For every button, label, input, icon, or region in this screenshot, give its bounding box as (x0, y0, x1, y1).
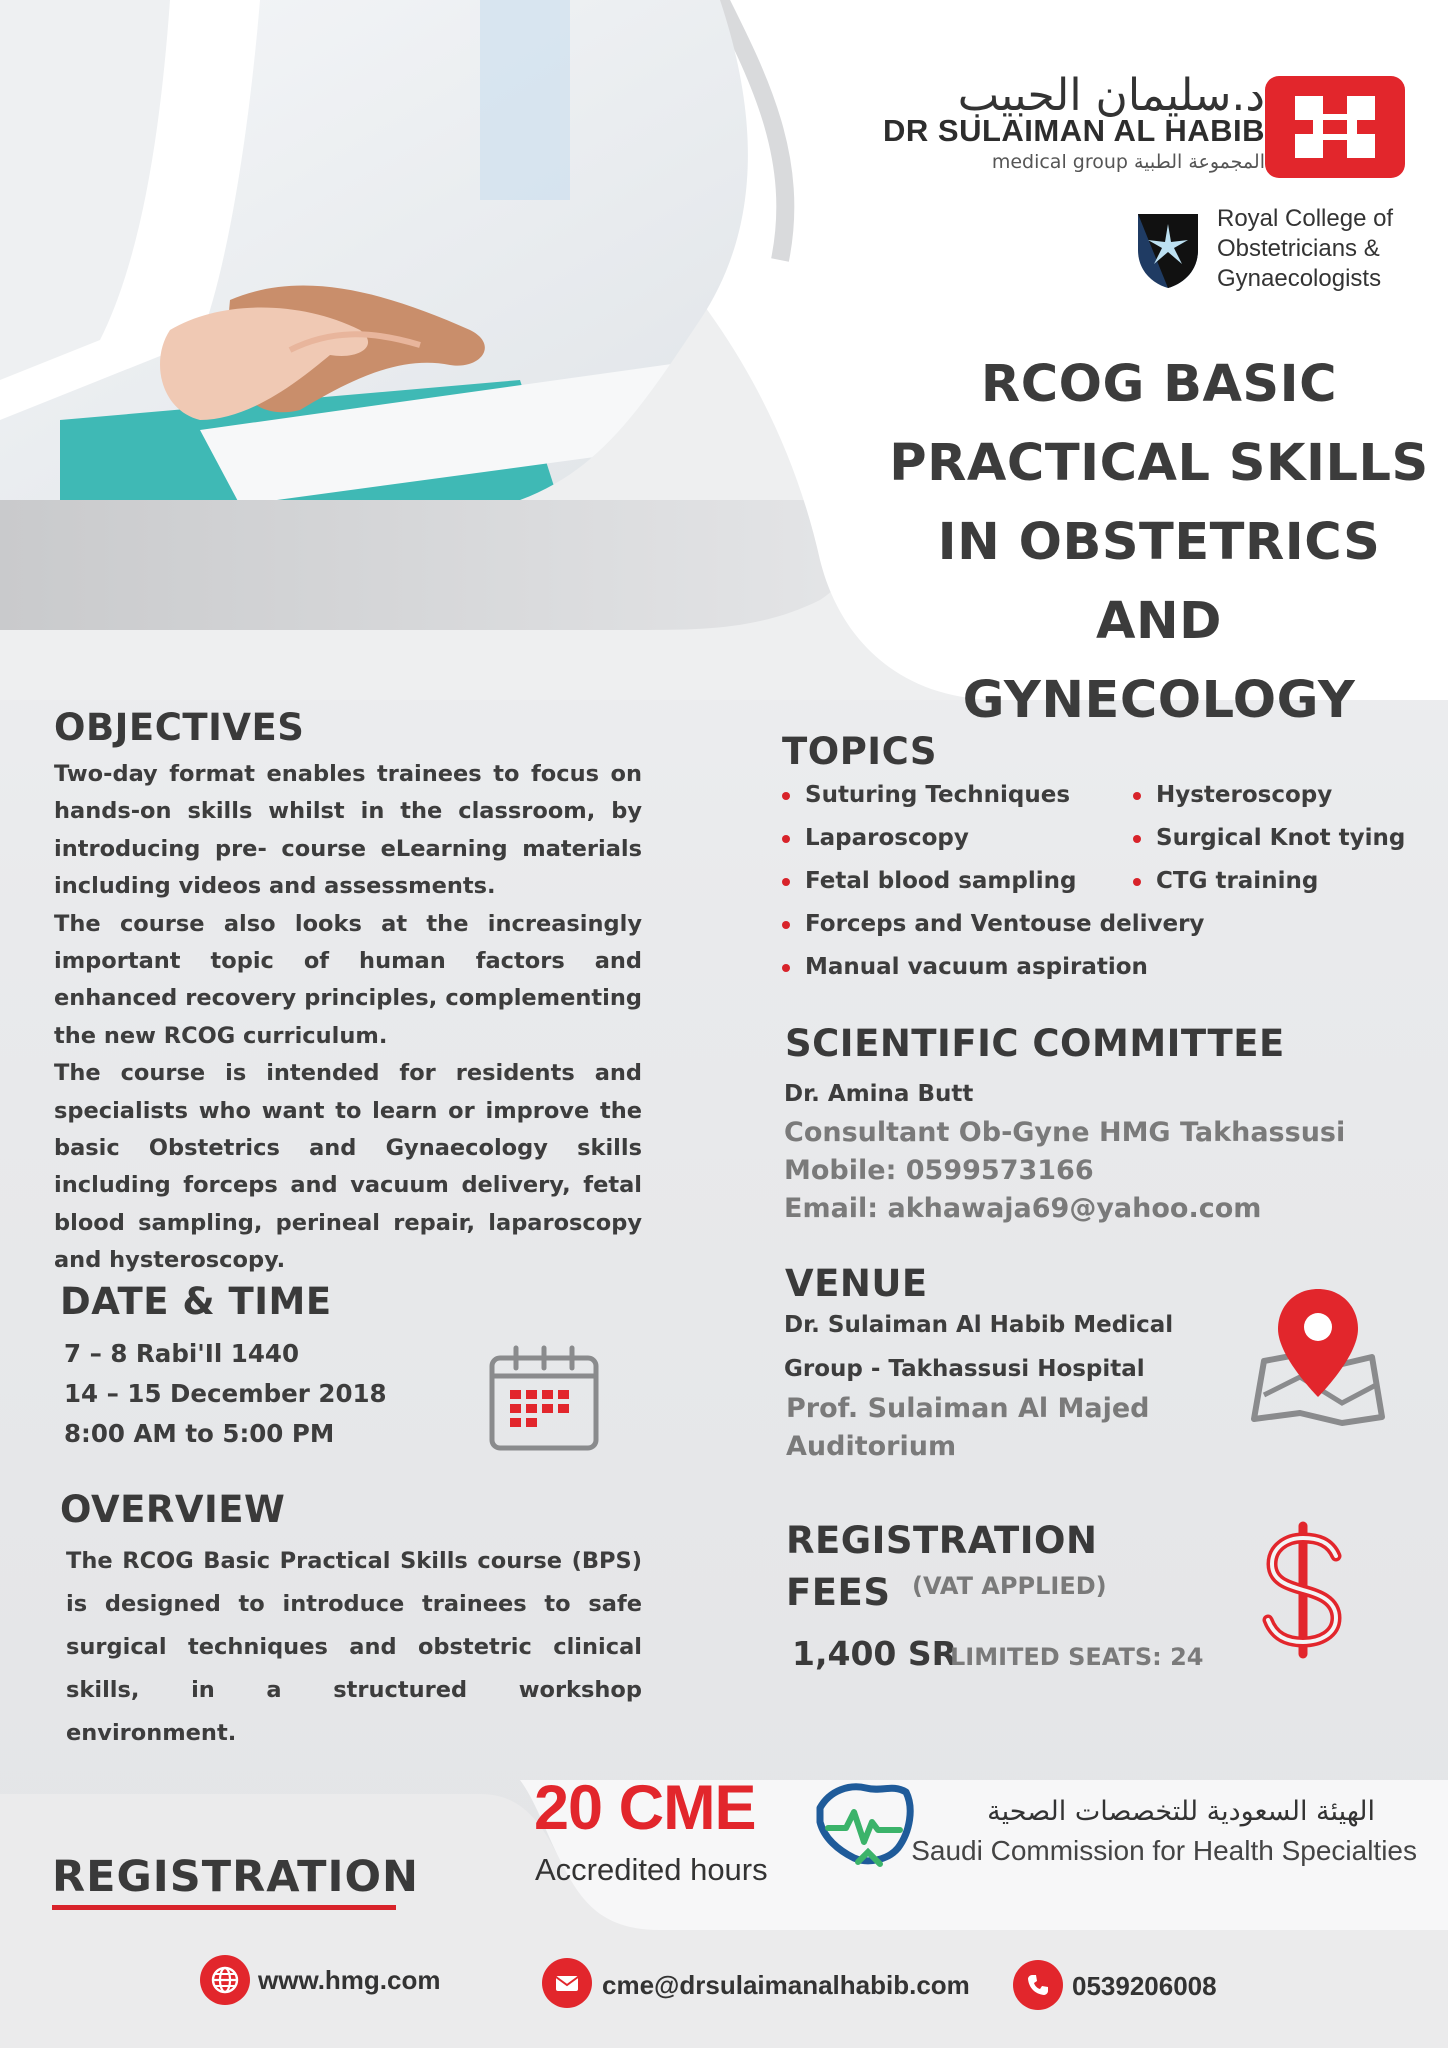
rcog-crest-icon (1134, 210, 1202, 290)
fees-price: 1,400 SR (792, 1634, 958, 1673)
objectives-paragraph: The course is intended for residents and specialists who want to learn or improve the basic Obstetrics and Gynaecology skills including forceps and vacuum delivery, fetal blood sampling, perineal repair, laparoscopy and hysteroscopy. (54, 1060, 642, 1274)
cme-hours-number: 20 CME (534, 1773, 756, 1843)
fees-heading-line: FEES (786, 1571, 891, 1614)
fees-seats: LIMITED SEATS: 24 (950, 1643, 1204, 1671)
objectives-paragraph: The course also looks at the increasingly important topic of human factors and enhanced recovery principles, complementing the new RCOG curriculum. (54, 910, 642, 1049)
fees-heading-line: REGISTRATION (786, 1519, 1098, 1562)
topic-label: Manual vacuum aspiration (805, 954, 1148, 980)
topic-item (782, 903, 1204, 946)
objectives-heading: OBJECTIVES (54, 706, 305, 749)
schs-english-name: Saudi Commission for Health Specialties (911, 1835, 1417, 1866)
committee-email: Email: akhawaja69@yahoo.com (784, 1193, 1262, 1224)
topic-label: Fetal blood sampling (805, 868, 1077, 894)
topics-list-right (1133, 774, 1405, 903)
overview-heading: OVERVIEW (60, 1488, 286, 1531)
bullet-dot-icon (782, 964, 790, 972)
objectives-text (54, 756, 642, 1280)
calendar-icon (486, 1344, 602, 1454)
topic-item (1133, 860, 1405, 903)
bullet-dot-icon (1133, 792, 1141, 800)
committee-member-name: Dr. Amina Butt (784, 1081, 974, 1107)
topic-label: Laparoscopy (805, 825, 969, 851)
bullet-dot-icon (782, 835, 790, 843)
topic-label: Hysteroscopy (1156, 782, 1333, 808)
rcog-line: Gynaecologists (1217, 265, 1382, 292)
topic-item (1133, 774, 1405, 817)
dollar-icon (1258, 1520, 1348, 1660)
website-link[interactable]: www.hmg.com (258, 1965, 441, 1995)
date-gregorian: 14 – 15 December 2018 (64, 1379, 387, 1408)
venue-hall-line: Auditorium (786, 1431, 957, 1462)
registration-heading: REGISTRATION (52, 1852, 420, 1902)
venue-line: Group - Takhassusi Hospital (784, 1356, 1145, 1382)
bullet-dot-icon (1133, 835, 1141, 843)
venue-details (784, 1303, 1173, 1391)
registration-underline (52, 1905, 396, 1910)
venue-heading: VENUE (785, 1262, 928, 1305)
bullet-dot-icon (1133, 878, 1141, 886)
topic-label: Surgical Knot tying (1156, 825, 1406, 851)
phone-icon (1013, 1960, 1063, 2010)
topics-heading: TOPICS (782, 730, 938, 773)
committee-position: Consultant Ob-Gyne HMG Takhassusi (784, 1117, 1346, 1148)
email-icon (542, 1958, 592, 2008)
venue-hall (786, 1390, 1150, 1466)
map-pin-icon (1250, 1285, 1386, 1427)
cme-hours-label: Accredited hours (535, 1852, 768, 1887)
topic-label: Forceps and Ventouse delivery (805, 911, 1205, 937)
bullet-dot-icon (782, 921, 790, 929)
title-line: IN OBSTETRICS AND (937, 513, 1381, 651)
phone-number-link[interactable]: 0539206008 (1072, 1971, 1217, 2001)
title-line: PRACTICAL SKILLS (889, 434, 1429, 493)
date-time-heading: DATE & TIME (60, 1280, 332, 1323)
globe-icon (200, 1955, 250, 2005)
rcog-line: Royal College of (1217, 205, 1394, 232)
fees-heading (786, 1515, 1097, 1619)
bullet-dot-icon (782, 878, 790, 886)
title-line: GYNECOLOGY (962, 671, 1356, 730)
hero-photo-hands (0, 0, 860, 505)
bullet-dot-icon (782, 792, 790, 800)
topic-label: Suturing Techniques (805, 782, 1071, 808)
date-hijri: 7 – 8 Rabi'Il 1440 (64, 1339, 299, 1368)
fees-vat-note: (VAT APPLIED) (912, 1572, 1107, 1600)
venue-hall-line: Prof. Sulaiman Al Majed (786, 1393, 1150, 1424)
time-range: 8:00 AM to 5:00 PM (64, 1419, 335, 1448)
committee-mobile: Mobile: 0599573166 (784, 1155, 1094, 1186)
topic-item (782, 946, 1204, 989)
schs-arabic-name: الهيئة السعودية للتخصصات الصحية (987, 1796, 1375, 1827)
course-title (880, 345, 1438, 740)
email-link[interactable]: cme@drsulaimanalhabib.com (602, 1970, 970, 2000)
committee-heading: SCIENTIFIC COMMITTEE (785, 1022, 1285, 1065)
rcog-line: Obstetricians & (1217, 235, 1380, 262)
committee-details (784, 1114, 1345, 1228)
date-time-details (64, 1334, 387, 1454)
rcog-name (1217, 204, 1437, 294)
overview-text: The RCOG Basic Practical Skills course (BPS) is designed to introduce trainees to safe surgical techniques and obstetric clinical skills, in a structured workshop environment. (66, 1548, 642, 1746)
objectives-paragraph: Two-day format enables trainees to focus on hands-on skills whilst in the classroom, by introducing pre- course eLearning materials including videos and assessments. (54, 761, 642, 900)
topic-item (1133, 817, 1405, 860)
topic-label: CTG training (1156, 868, 1319, 894)
hmg-logo-icon (1265, 76, 1405, 178)
title-line: RCOG BASIC (980, 355, 1338, 414)
hmg-english-name: DR SULAIMAN AL HABIB (883, 113, 1265, 148)
venue-line: Dr. Sulaiman Al Habib Medical (784, 1312, 1174, 1338)
hmg-subtitle: medical group المجموعة الطبية (991, 151, 1265, 173)
hmg-arabic-name: د.سليمان الحبيب (957, 70, 1265, 121)
